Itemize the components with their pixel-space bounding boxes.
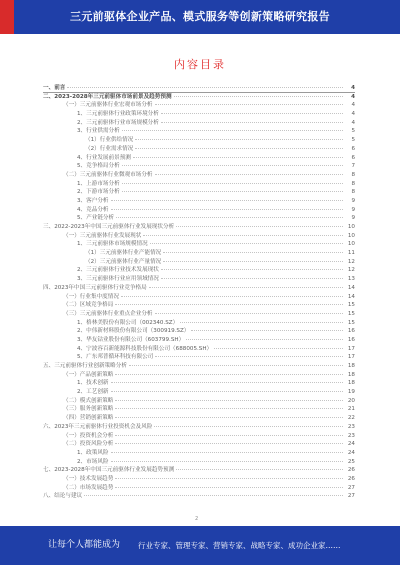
toc-entry-page: 18 [347,363,355,369]
toc-leader-dots [161,268,343,270]
toc-entry[interactable] [43,93,355,102]
toc-leader-dots [143,234,343,236]
toc-leader-dots [174,95,343,97]
toc-entry-text: 5、竞争格局分析 [77,163,120,170]
toc-entry[interactable] [43,458,355,467]
toc-leader-dots [135,138,343,140]
toc-entry[interactable] [43,145,355,154]
report-title: 三元前驱体企业产品、模式服务等创新策略研究报告 [70,10,330,23]
toc-entry-page: 7 [351,163,355,170]
toc-entry-text: （2）三元前驱体行业产量情况 [85,258,162,265]
toc-entry-text: 2、市场风险 [77,458,109,465]
toc-entry-page: 5 [351,128,355,135]
toc-entry-text: 4、行业发展前景预测 [77,154,131,161]
toc-entry[interactable] [43,214,355,223]
toc-leader-dots [115,477,343,479]
toc-leader-dots [115,373,343,375]
toc-leader-dots [191,329,343,331]
toc-entry[interactable] [43,127,355,136]
toc-entry[interactable] [43,310,355,319]
toc-leader-dots [122,129,343,131]
toc-entry[interactable] [43,180,355,189]
toc-entry-page: 21 [347,406,355,413]
toc-entry-text: （二）模式创新策略 [63,397,114,404]
toc-entry[interactable] [43,379,355,388]
toc-leader-dots [115,416,343,418]
toc-entry-text: （1）行业供给情况 [85,137,134,144]
toc-entry-text: （一）行业集中度情况 [63,293,119,300]
toc-entry[interactable] [43,110,355,119]
toc-leader-dots [163,251,343,253]
toc-leader-dots [155,103,343,105]
toc-entry-page: 24 [347,441,355,448]
toc-entry-text: 3、华友钴业股份有限公司（603799.SH） [77,336,185,343]
toc-entry-page: 16 [347,336,355,343]
report-header [0,0,400,34]
toc-entry-page: 22 [347,415,355,422]
toc-entry-text: 八、结论与建议 [43,493,83,500]
toc-entry-text: 五、三元前驱体行业创新策略分析 [43,363,127,369]
toc-leader-dots [214,347,343,349]
toc-entry-text: 5、产业链分析 [77,215,115,222]
toc-entry[interactable] [43,266,355,275]
toc-entry-text: 2、工艺创新 [77,389,109,396]
toc-entry-text: 2、三元前驱体行业市场规模分析 [77,119,159,126]
toc-leader-dots [121,295,343,297]
toc-entry-page: 9 [351,206,355,213]
toc-entry[interactable] [43,388,355,397]
toc-leader-dots [111,199,343,201]
toc-leader-dots [176,225,343,227]
toc-leader-dots [149,286,343,288]
toc-leader-dots [115,486,343,488]
toc-entry-page: 10 [347,232,355,239]
toc-entry-page: 4 [351,102,355,109]
toc-leader-dots [115,399,343,401]
toc-leader-dots [129,364,343,366]
toc-entry-text: 3、行业供需分析 [77,128,120,135]
toc-entry-page: 24 [347,449,355,456]
toc-entry-page: 19 [347,389,355,396]
toc-entry[interactable] [43,249,355,258]
toc-leader-dots [115,442,343,444]
toc-leader-dots [84,494,343,496]
toc-entry-page: 6 [351,145,355,152]
toc-leader-dots [163,260,343,262]
toc-leader-dots [111,208,343,210]
toc-entry-text: （二）三元前驱体行业微观市场分析 [63,171,153,178]
toc-entry-page: 27 [347,493,355,500]
toc-entry-text: 1、三元前驱体行业政策环境分析 [77,111,159,118]
toc-entry[interactable] [43,449,355,458]
toc-entry-text: （1）三元前驱体行业产能情况 [85,250,162,257]
toc-entry-page: 15 [347,302,355,309]
toc-entry-text: 4、竞品分析 [77,206,109,213]
toc-entry-text: 1、上游市场分析 [77,180,120,187]
toc-entry-page: 18 [347,371,355,378]
toc-entry-text: （一）三元前驱体行业宏观市场分析 [63,102,153,109]
toc-leader-dots [111,460,343,462]
toc-leader-dots [161,112,343,114]
toc-entry-page: 20 [347,397,355,404]
toc-leader-dots [155,355,343,357]
toc-entry-page: 14 [347,293,355,300]
toc-entry-page: 11 [347,250,355,257]
toc-leader-dots [122,190,343,192]
toc-entry-text: （三）三元前驱体行业重点企业分析 [63,310,153,317]
toc-entry-text: 二、2023-2028年三元前驱体市场前景及趋势预测 [43,93,172,100]
toc-entry[interactable] [43,466,355,475]
toc-leader-dots [122,182,343,184]
toc-entry-page: 16 [347,328,355,335]
toc-entry[interactable] [43,492,355,501]
toc-entry-page: 10 [347,241,355,248]
toc-leader-dots [180,321,343,323]
toc-entry-page: 8 [351,180,355,187]
toc-entry-text: （一）技术发展趋势 [63,475,114,482]
toc-entry[interactable] [43,275,355,284]
toc-entry-text: 1、技术创新 [77,380,109,387]
toc-entry[interactable] [43,371,355,380]
toc-leader-dots [111,381,343,383]
toc-entry[interactable] [43,327,355,336]
toc-entry[interactable] [43,353,355,362]
toc-entry[interactable] [43,101,355,110]
toc-leader-dots [116,216,343,218]
toc-entry-page: 4 [351,111,355,118]
toc-entry-page: 17 [347,345,355,352]
toc-entry[interactable] [43,136,355,145]
toc-entry-text: 三、2022-2023年中国三元前驱体行业发展现状分析 [43,224,175,230]
toc-entry[interactable] [43,484,355,493]
toc-entry-page: 17 [347,354,355,361]
toc-leader-dots [115,434,343,436]
toc-entry-page: 4 [351,93,355,100]
toc-entry-text: 2、下游市场分析 [77,189,120,196]
toc-leader-dots [67,86,343,88]
toc-entry-text: 四、2023年中国三元前驱体行业竞争格局 [43,284,147,291]
toc-entry-page: 18 [347,380,355,387]
toc-entry-text: （四）营销创新策略 [63,415,114,422]
footer-tagline: 行业专家、管理专家、营销专家、战略专家、成功企业家…… [138,541,341,550]
toc-entry[interactable] [43,293,355,302]
toc-entry-page: 27 [347,484,355,491]
toc-entry[interactable] [43,206,355,215]
toc-entry-page: 4 [351,85,355,91]
toc-heading: 内容目录 [174,58,226,71]
toc-entry-text: 3、三元前驱体行业应用领域情况 [77,276,159,283]
toc-entry-text: 一、前言 [43,85,66,91]
toc-entry-page: 8 [351,171,355,178]
toc-leader-dots [154,425,343,427]
toc-entry-text: 2、中伟新材料股份有限公司（300919.SZ） [77,328,190,335]
toc-entry-page: 13 [347,276,355,283]
toc-entry[interactable] [43,232,355,241]
toc-leader-dots [161,121,343,123]
toc-entry-text: （2）行业需求情况 [85,145,134,152]
toc-leader-dots [176,468,343,470]
toc-entry-page: 26 [347,475,355,482]
toc-entry-text: （一）三元前驱体行业发展现状 [63,232,142,239]
toc-entry[interactable] [43,240,355,249]
toc-entry-page: 10 [347,224,355,230]
table-of-contents [43,84,355,501]
toc-leader-dots [111,451,343,453]
toc-entry-page: 12 [347,258,355,265]
toc-entry-page: 6 [351,154,355,161]
toc-entry-text: 2、三元前驱体行业技术发展现状 [77,267,159,274]
toc-entry-page: 15 [347,319,355,326]
toc-entry-text: 1、格林美股份有限公司（002340.SZ） [77,319,179,326]
toc-entry-page: 8 [351,189,355,196]
toc-entry[interactable] [43,154,355,163]
toc-entry[interactable] [43,197,355,206]
toc-entry[interactable] [43,345,355,354]
toc-entry-text: （二）投资风险分析 [63,441,114,448]
toc-leader-dots [186,338,343,340]
toc-entry-text: （一）投资机会分析 [63,432,114,439]
toc-entry-page: 23 [347,423,355,430]
toc-entry-page: 9 [351,215,355,222]
toc-entry[interactable] [43,397,355,406]
toc-entry[interactable] [43,362,355,371]
toc-leader-dots [115,303,343,305]
toc-entry[interactable] [43,171,355,180]
toc-entry[interactable] [43,432,355,441]
toc-leader-dots [133,156,343,158]
toc-entry[interactable] [43,423,355,432]
toc-entry-text: （一）产品创新策略 [63,371,114,378]
toc-entry-text: 5、广东邦普循环科技有限公司 [77,354,154,361]
toc-entry[interactable] [43,84,355,93]
toc-entry-page: 5 [351,137,355,144]
toc-leader-dots [111,390,343,392]
toc-entry[interactable] [43,319,355,328]
report-footer [0,526,400,565]
toc-entry-page: 12 [347,267,355,274]
toc-entry[interactable] [43,405,355,414]
toc-entry[interactable] [43,475,355,484]
toc-entry-page: 15 [347,310,355,317]
toc-leader-dots [122,164,343,166]
toc-entry-text: 4、宁波容百新能源科技股份有限公司（688005.SH） [77,345,213,352]
toc-entry-page: 26 [347,467,355,474]
toc-entry[interactable] [43,414,355,423]
toc-entry[interactable] [43,188,355,197]
toc-entry-text: 六、2023年三元前驱体行业投资机会及风险 [43,423,153,430]
toc-entry-page: 14 [347,284,355,291]
toc-leader-dots [150,242,343,244]
toc-entry-text: 1、政策风险 [77,449,109,456]
toc-leader-dots [135,147,343,149]
toc-entry-text: （三）服务创新策略 [63,406,114,413]
toc-entry-text: （二）区域竞争格局 [63,302,114,309]
toc-entry[interactable] [43,258,355,267]
toc-leader-dots [155,173,343,175]
toc-entry[interactable] [43,284,355,293]
toc-entry-page: 4 [351,119,355,126]
toc-entry-page: 25 [347,458,355,465]
toc-entry[interactable] [43,162,355,171]
toc-entry[interactable] [43,119,355,128]
footer-slogan: 让每个人都能成为 [48,540,121,550]
toc-entry-text: 七、2023-2028年中国三元前驱体行业发展趋势预测 [43,467,175,474]
toc-entry-text: （二）市场发展趋势 [63,484,114,491]
toc-entry[interactable] [43,336,355,345]
toc-entry-text: 1、三元前驱体市场规模情况 [77,241,148,248]
toc-entry-page: 9 [351,197,355,204]
toc-leader-dots [115,407,343,409]
toc-entry-page: 23 [347,432,355,439]
toc-entry-text: 3、客户分析 [77,197,109,204]
page-number: 2 [195,516,199,522]
toc-leader-dots [161,277,343,279]
toc-entry[interactable] [43,301,355,310]
toc-entry[interactable] [43,440,355,449]
toc-leader-dots [155,312,343,314]
toc-entry[interactable] [43,223,355,232]
